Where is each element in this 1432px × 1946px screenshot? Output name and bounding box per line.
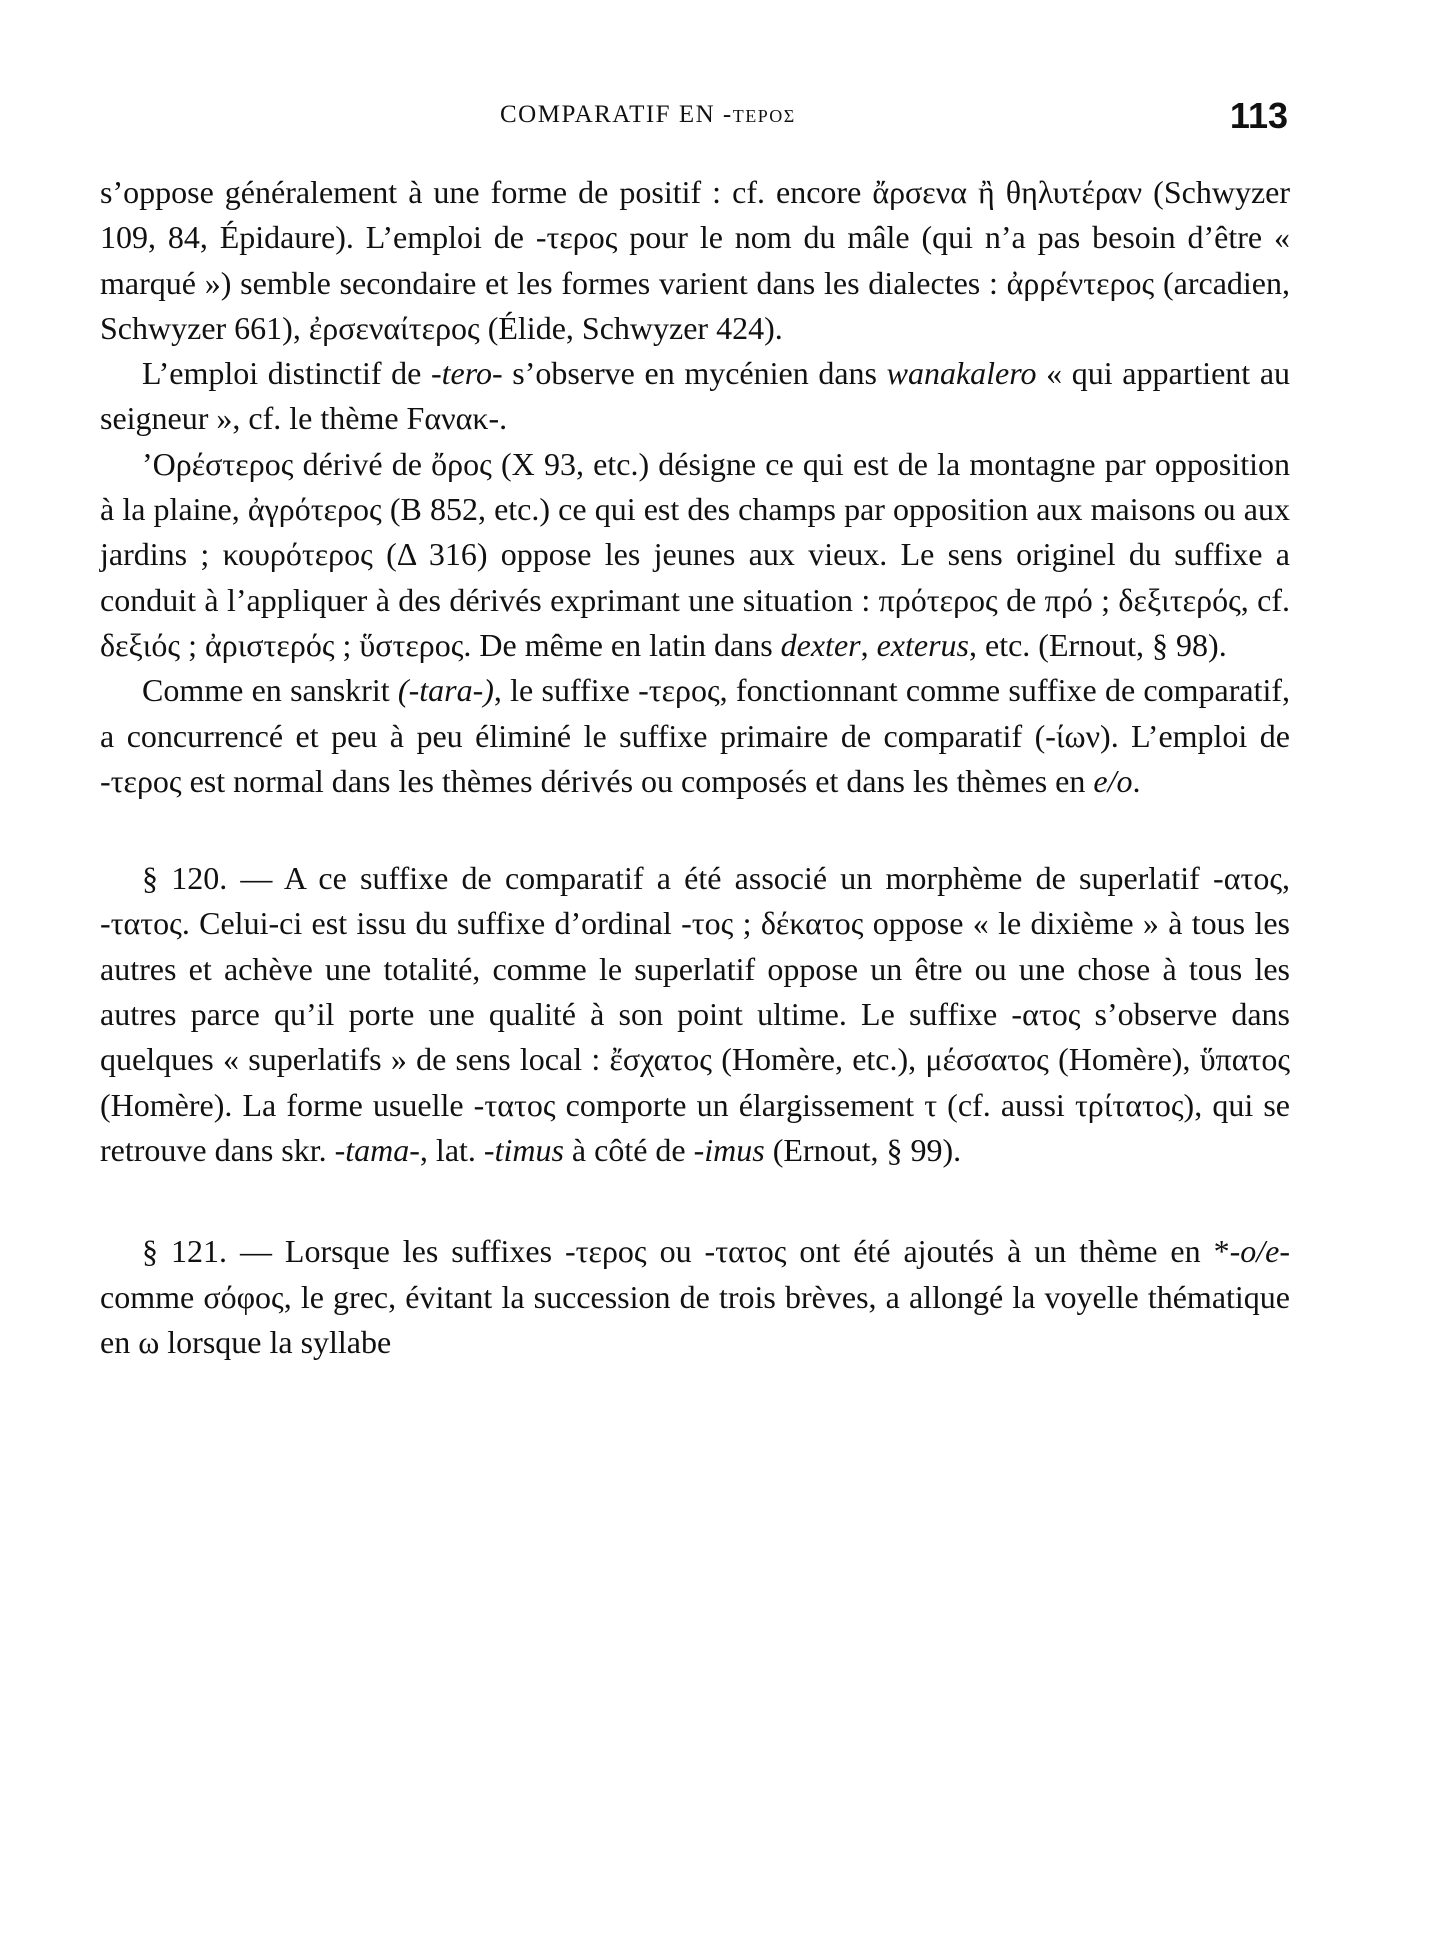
text-segment: , lat. bbox=[419, 1131, 484, 1168]
text-segment: « qui appartient au seigneur », cf. le thème Ϝανακ-. bbox=[100, 355, 1291, 437]
text-segment: L’emploi distinctif de bbox=[142, 355, 431, 392]
text-segment: , bbox=[860, 626, 877, 663]
text-segment: comme σόφος, le grec, évitant la succession de trois brèves, a allongé la voyelle thématique en ω lorsque la syllabe bbox=[100, 1278, 1290, 1360]
text-segment: à côté de bbox=[563, 1131, 694, 1168]
italic-segment: exterus bbox=[876, 626, 969, 663]
paragraph bbox=[100, 351, 1290, 442]
paragraph bbox=[100, 170, 1290, 351]
italic-segment: -tama- bbox=[334, 1131, 420, 1168]
italic-segment: (-tara-) bbox=[397, 672, 494, 709]
italic-segment: wanakalero bbox=[886, 355, 1037, 392]
italic-segment: -tero- bbox=[430, 355, 503, 392]
italic-segment: e/o bbox=[1093, 762, 1133, 799]
page-body bbox=[100, 170, 1290, 1365]
paragraph bbox=[100, 668, 1290, 804]
page-number: 113 bbox=[1229, 95, 1288, 136]
text-segment: s’oppose généralement à une forme de positif : cf. encore ἄρσενα ἢ θηλυτέραν (Schwyzer 109, 84, Épidaure). L’emploi de -τερος pour le nom du mâle (qui n’a pas besoin d’être « marqué ») semble secondaire et les formes varient dans les dialectes : ἀρρέντερος (arcadien, Schwyzer 661), ἐρσεναίτερος (Élide, Schwyzer 424). bbox=[100, 174, 1290, 346]
paragraph-section-120 bbox=[100, 856, 1290, 1173]
running-title: COMPARATIF EN -τερος bbox=[500, 101, 796, 128]
text-segment: . bbox=[1132, 762, 1141, 799]
text-segment: § 120. — A ce suffixe de comparatif a été associé un morphème de superlatif -ατος, -τατος. Celui-ci est issu du suffixe d’ordinal -τος ; δέκατος oppose « le dixième » à tous les autres et achève une totalité, comme le superlatif oppose un être ou une chose à tous les autres parce qu’il porte une qualité à son point ultime. Le suffixe -ατος s’observe dans quelques « superlatifs » de sens local : ἔσχατος (Homère, etc.), μέσσατος (Homère), ὕπατος (Homère). La forme usuelle -τατος comporte un élargissement τ (cf. aussi τρίτατος), qui se retrouve dans skr. bbox=[100, 860, 1290, 1168]
paragraph-section-121 bbox=[100, 1229, 1290, 1365]
italic-segment: -imus bbox=[693, 1131, 765, 1168]
text-segment: s’observe en mycénien dans bbox=[502, 355, 887, 392]
italic-segment: -o/e- bbox=[1229, 1233, 1290, 1270]
text-segment: , etc. (Ernout, § 98). bbox=[969, 626, 1227, 663]
text-segment: (Ernout, § 99). bbox=[764, 1131, 962, 1168]
text-segment: ’Ορέστερος dérivé de ὄρος (X 93, etc.) désigne ce qui est de la montagne par opposition à la plaine, ἀγρότερος (B 852, etc.) ce qui est des champs par opposition aux maisons ou aux jardins ; κουρότερος (Δ 316) oppose les jeunes aux vieux. Le sens originel du suffixe a conduit à l’appliquer à des dérivés exprimant une situation : πρότερος de πρό ; δεξιτερός, cf. δεξιός ; ἀριστερός ; ὕστερος. De même en latin dans bbox=[100, 445, 1290, 663]
text-segment: § 121. — Lorsque les suffixes -τερος ou -τατος ont été ajoutés à un thème en * bbox=[142, 1233, 1230, 1270]
page-header bbox=[100, 95, 1290, 145]
text-segment: Comme en sanskrit bbox=[142, 672, 398, 709]
text-segment: , le suffixe -τερος, fonctionnant comme suffixe de comparatif, a concurrencé et peu à peu éliminé le suffixe primaire de comparatif (-ίων). L’emploi de -τερος est normal dans les thèmes dérivés ou composés et dans les thèmes en bbox=[100, 672, 1291, 799]
section-gap bbox=[100, 1173, 1290, 1229]
section-gap bbox=[100, 804, 1290, 856]
paragraph bbox=[100, 442, 1290, 668]
italic-segment: -timus bbox=[483, 1131, 564, 1168]
italic-segment: dexter bbox=[780, 626, 861, 663]
